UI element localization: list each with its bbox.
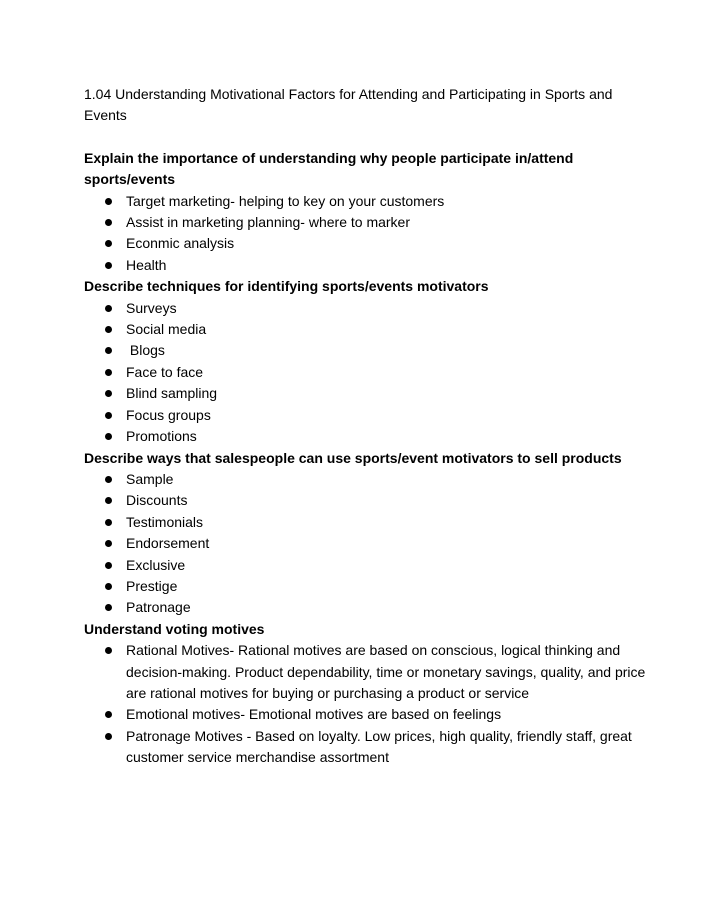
list-item: Focus groups bbox=[126, 405, 654, 426]
document-title: 1.04 Understanding Motivational Factors for Attending and Participating in Sports and Events bbox=[84, 86, 613, 124]
list-item: Exclusive bbox=[126, 555, 654, 576]
section-heading: Understand voting motives bbox=[84, 620, 265, 637]
bullet-list bbox=[84, 298, 654, 448]
list-item: Health bbox=[126, 255, 654, 276]
list-item: Social media bbox=[126, 319, 654, 340]
list-item: Endorsement bbox=[126, 533, 654, 554]
list-item: Sample bbox=[126, 469, 654, 490]
list-item: Emotional motives- Emotional motives are based on feelings bbox=[126, 704, 654, 725]
list-item: Discounts bbox=[126, 490, 654, 511]
bullet-list bbox=[84, 469, 654, 619]
list-item: Face to face bbox=[126, 362, 654, 383]
section-heading: Describe techniques for identifying sports/events motivators bbox=[84, 278, 489, 295]
section-salespeople bbox=[84, 448, 654, 619]
list-item: Econmic analysis bbox=[126, 233, 654, 254]
bullet-list bbox=[84, 191, 654, 277]
section-techniques bbox=[84, 276, 654, 447]
list-item: Testimonials bbox=[126, 512, 654, 533]
list-item: Blogs bbox=[126, 340, 654, 361]
section-heading: Describe ways that salespeople can use sports/event motivators to sell products bbox=[84, 449, 622, 466]
list-item: Prestige bbox=[126, 576, 654, 597]
list-item: Rational Motives- Rational motives are based on conscious, logical thinking and decision-making. Product dependability, time or monetary savings, quality, and price are rational motives for buying or purchasing a product or service bbox=[126, 640, 654, 704]
bullet-list bbox=[84, 640, 654, 768]
list-item: Promotions bbox=[126, 426, 654, 447]
list-item: Surveys bbox=[126, 298, 654, 319]
section-importance bbox=[84, 148, 654, 276]
list-item: Blind sampling bbox=[126, 383, 654, 404]
list-item: Patronage bbox=[126, 597, 654, 618]
section-heading: Explain the importance of understanding why people participate in/attend sports/events bbox=[84, 149, 574, 188]
list-item: Patronage Motives - Based on loyalty. Low prices, high quality, friendly staff, great customer service merchandise assortment bbox=[126, 726, 654, 769]
list-item: Assist in marketing planning- where to marker bbox=[126, 212, 654, 233]
list-item: Target marketing- helping to key on your customers bbox=[126, 191, 654, 212]
section-voting-motives bbox=[84, 619, 654, 769]
